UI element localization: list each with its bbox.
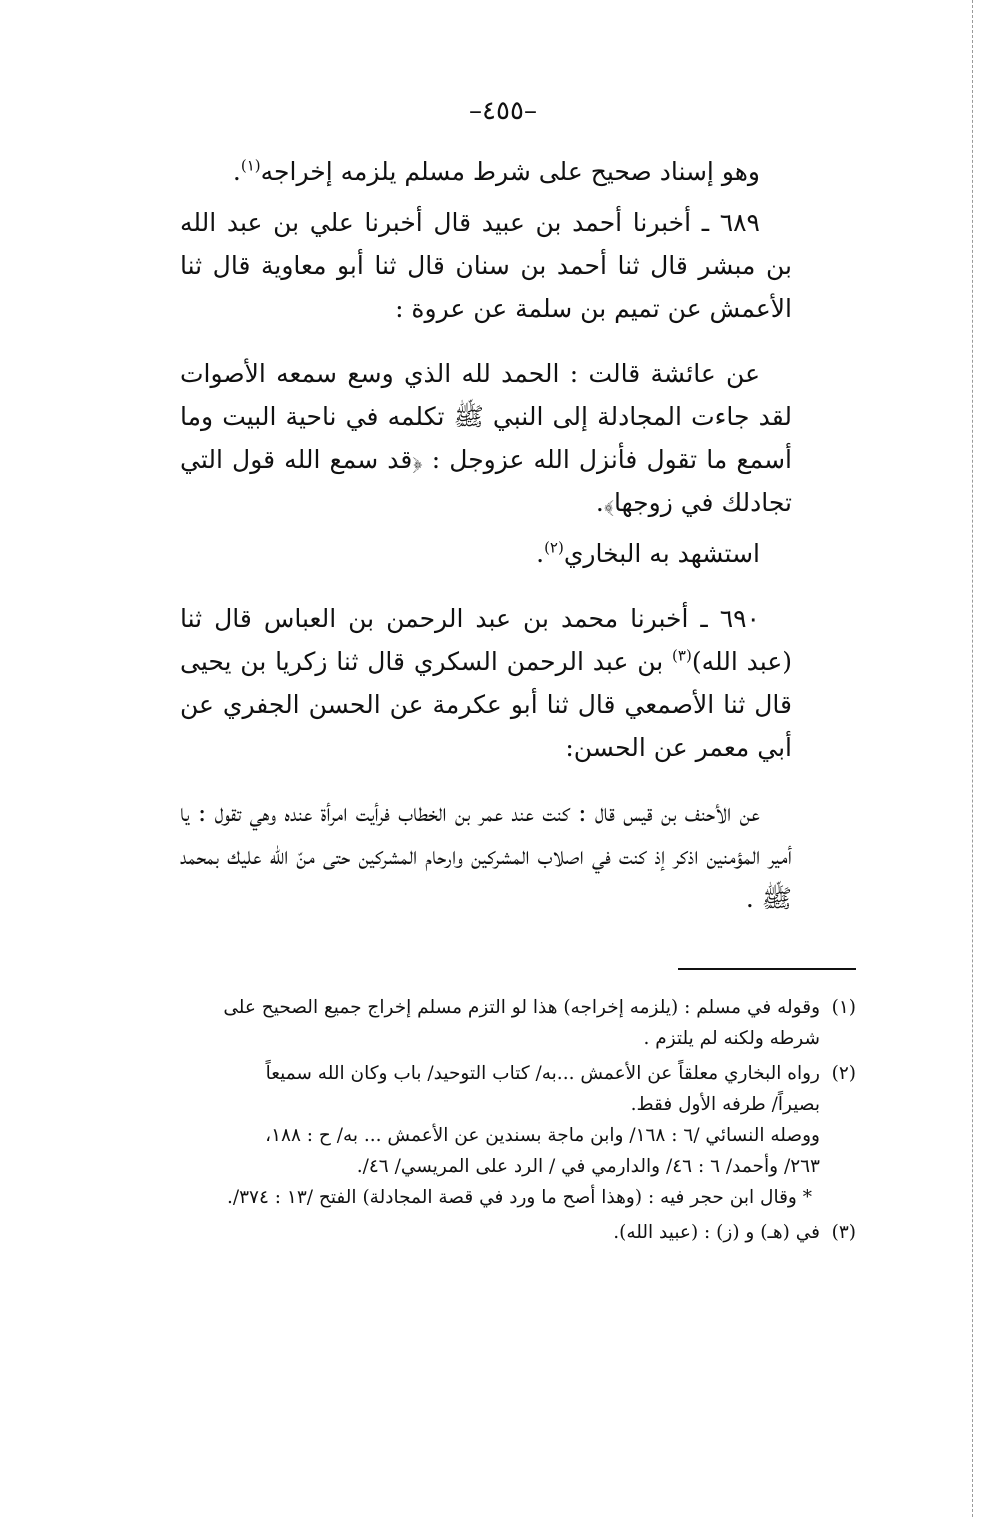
footnote-2-number: (٢)	[831, 1063, 856, 1084]
paragraph-bukhari	[180, 532, 792, 575]
footnote-separator	[678, 968, 856, 970]
footnote-ref-2[interactable]: (٢)	[544, 538, 564, 557]
footnote-2-line-5: * وقال ابن حجر فيه : (وهذا أصح ما ورد في قصة المجادلة) الفتح /١٣ : ٣٧٤/.	[226, 1187, 812, 1208]
paragraph-690-text-a: ٦٩٠ ـ أخبرنا محمد بن عبد الرحمن بن العباس قال ثنا (عبد الله)	[180, 604, 792, 676]
footnote-1-line-2: شرطه ولكنه لم يلتزم .	[643, 1028, 820, 1049]
paragraph-690	[180, 597, 792, 769]
paragraph-1	[180, 150, 792, 193]
footnote-3-line-1: في (هـ) و (ز) : (عبيد الله).	[613, 1222, 820, 1243]
paragraph-1-end: .	[232, 157, 241, 186]
body-text	[180, 150, 792, 942]
footnotes	[180, 992, 856, 1252]
paragraph-1-text: وهو إسناد صحيح على شرط مسلم يلزمه إخراجه	[260, 157, 760, 186]
footnote-1-line-1: وقوله في مسلم : (يلزمه إخراجه) هذا لو التزم مسلم إخراج جميع الصحيح على	[223, 997, 820, 1018]
paragraph-bukhari-text: استشهد به البخاري	[563, 539, 760, 568]
footnote-3-number: (٣)	[831, 1222, 856, 1243]
footnote-ref-3[interactable]: (٣)	[672, 646, 692, 665]
footnote-2-line-1: رواه البخاري معلقاً عن الأعمش ...به/ كتاب التوحيد/ باب وكان الله سميعاً	[265, 1063, 820, 1084]
footnote-1	[180, 992, 856, 1054]
footnote-1-number: (١)	[831, 997, 856, 1018]
page-number: –٤٥٥–	[469, 96, 537, 126]
footnote-2-line-2: بصيراً/ طرفه الأول فقط.	[630, 1094, 820, 1115]
paragraph-690-text-b: بن عبد الرحمن السكري قال ثنا زكريا بن يحيى قال ثنا الأصمعي قال ثنا أبو عكرمة عن الحسن الجفري عن أبي معمر عن الحسن:	[180, 647, 792, 762]
paragraph-689: ٦٨٩ ـ أخبرنا أحمد بن عبيد قال أخبرنا علي بن عبد الله بن مبشر قال ثنا أحمد بن سنان قال ثنا أبو معاوية قال ثنا الأعمش عن تميم بن سلمة عن عروة :	[180, 208, 792, 323]
footnote-2-line-3: ووصله النسائي /٦ : ١٦٨/ وابن ماجة بسندين عن الأعمش ... به/ ح : ١٨٨،	[265, 1125, 820, 1146]
footnote-3	[180, 1217, 856, 1248]
paragraph-ahnaf: عن الأحنف بن قيس قال : كنت عند عمر بن الخطاب فرأيت امرأة عنده وهي تقول : يا أمير المؤمنين اذكر إذ كنت في اصلاب المشركين وارحام المشركين حتى منّ الله عليك بمحمد ﷺ .	[180, 798, 792, 913]
paragraph-aisha: عن عائشة قالت : الحمد لله الذي وسع سمعه الأصوات لقد جاءت المجادلة إلى النبي ﷺ تكلمه في ناحية البيت وما أسمع ما تقول فأنزل الله عزوجل : ﴿قد سمع الله قول التي تجادلك في زوجها﴾.	[180, 359, 792, 517]
page-edge-line	[972, 0, 973, 1517]
paragraph-bukhari-end: .	[536, 539, 545, 568]
footnote-ref-1[interactable]: (١)	[240, 156, 261, 175]
footnote-2	[180, 1058, 856, 1213]
footnote-2-line-4: ٢٦٣/ وأحمد/ ٦ : ٤٦/ والدارمي في / الرد على المريسي/ ٤٦/.	[356, 1156, 820, 1177]
